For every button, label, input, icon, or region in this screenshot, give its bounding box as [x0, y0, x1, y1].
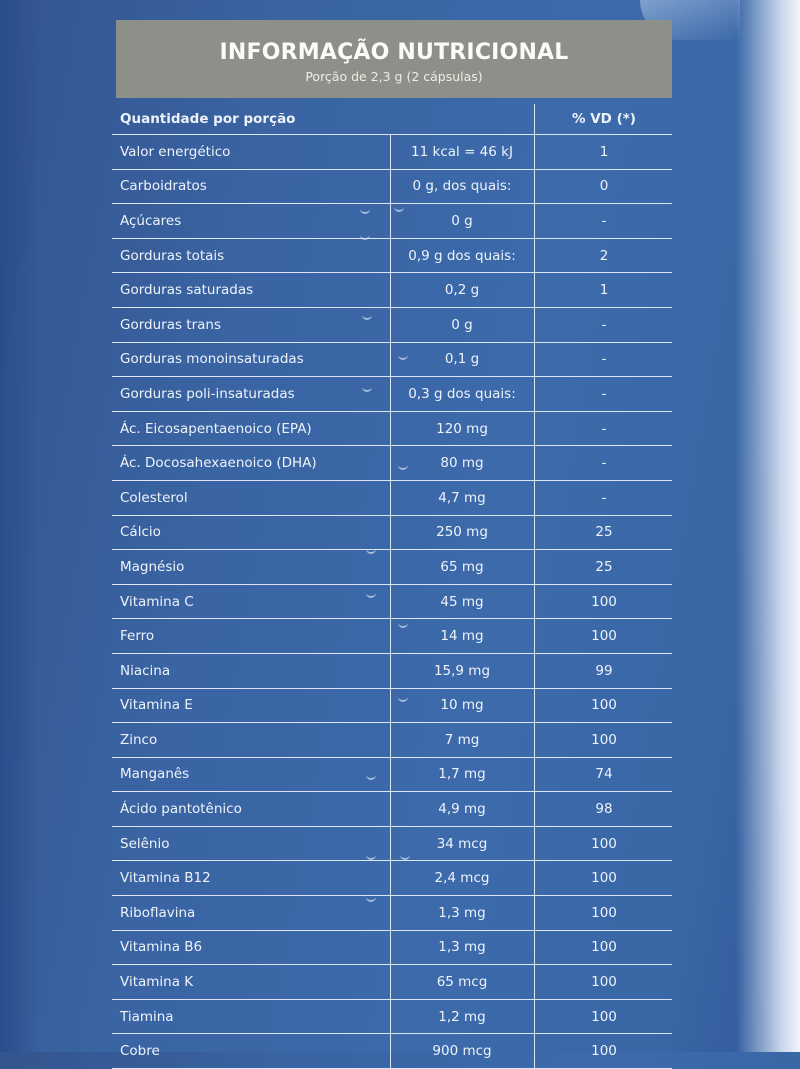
nutrient-amount: 0,1 g — [390, 343, 533, 377]
table-row — [112, 619, 672, 654]
nutrition-table — [112, 104, 672, 1069]
amount-column-header — [390, 104, 532, 134]
nutrient-amount: 0,2 g — [390, 273, 533, 307]
table-row — [112, 896, 672, 931]
nutrient-amount: 250 mg — [390, 516, 533, 550]
nutrient-name: Cobre — [120, 1043, 160, 1060]
nutrient-name: Ác. Docosahexaenoico (DHA) — [120, 455, 317, 472]
table-row — [112, 412, 672, 447]
table-row — [112, 204, 672, 239]
nutrition-header-band — [116, 20, 672, 98]
table-row — [112, 343, 672, 378]
table-row — [112, 792, 672, 827]
nutrient-name: Valor energético — [120, 143, 231, 160]
nutrient-amount: 45 mg — [390, 585, 533, 619]
nutrient-amount: 4,7 mg — [390, 481, 533, 515]
table-row — [112, 170, 672, 205]
nutrient-amount: 120 mg — [390, 412, 533, 446]
table-row — [112, 827, 672, 862]
nutrient-amount: 0 g — [390, 204, 533, 238]
nutrient-daily-value: 100 — [534, 827, 673, 861]
nutrient-daily-value: 100 — [534, 689, 673, 723]
table-row — [112, 135, 672, 170]
nutrient-daily-value: 25 — [534, 550, 673, 584]
nutrient-amount: 34 mcg — [390, 827, 533, 861]
nutrient-daily-value: 100 — [534, 1000, 673, 1034]
serving-size: Porção de 2,3 g (2 cápsulas) — [305, 69, 483, 84]
table-row — [112, 446, 672, 481]
nutrient-daily-value: - — [534, 377, 673, 411]
table-row — [112, 481, 672, 516]
nutrient-name: Gorduras monoinsaturadas — [120, 351, 304, 368]
nutrient-name: Ácido pantotênico — [120, 801, 242, 818]
nutrient-amount: 0,9 g dos quais: — [390, 239, 533, 273]
nutrient-daily-value: - — [534, 308, 673, 342]
nutrient-name: Magnésio — [120, 558, 185, 575]
nutrient-name: Ferro — [120, 628, 155, 645]
nutrient-daily-value: - — [534, 412, 673, 446]
nutrient-name: Manganês — [120, 766, 190, 783]
nutrient-amount: 1,2 mg — [390, 1000, 533, 1034]
table-row — [112, 689, 672, 724]
nutrient-daily-value: 74 — [534, 758, 673, 792]
nutrient-name: Carboidratos — [120, 178, 207, 195]
nutrient-name: Gorduras trans — [120, 316, 222, 333]
nutrient-name: Niacina — [120, 662, 171, 679]
nutrient-name: Tiamina — [120, 1008, 174, 1025]
nutrient-amount: 4,9 mg — [390, 792, 533, 826]
nutrient-name: Vitamina E — [120, 697, 193, 714]
nutrition-title: INFORMAÇÃO NUTRICIONAL — [219, 40, 569, 65]
nutrient-daily-value: - — [534, 446, 673, 480]
nutrient-amount: 10 mg — [390, 689, 533, 723]
table-header-row — [112, 104, 672, 135]
nutrient-amount: 7 mg — [390, 723, 533, 757]
nutrient-daily-value: 25 — [534, 516, 673, 550]
nutrient-name: Vitamina B6 — [120, 939, 203, 956]
nutrient-amount: 0 g — [390, 308, 533, 342]
package-right-edge — [736, 0, 800, 1052]
table-row — [112, 965, 672, 1000]
nutrient-amount: 65 mcg — [390, 965, 533, 999]
table-row — [112, 723, 672, 758]
nutrient-daily-value: 100 — [534, 896, 673, 930]
nutrient-amount: 15,9 mg — [390, 654, 533, 688]
table-row — [112, 585, 672, 620]
nutrient-daily-value: - — [534, 204, 673, 238]
nutrient-name: Ác. Eicosapentaenoico (EPA) — [120, 420, 312, 437]
nutrient-amount: 900 mcg — [390, 1034, 533, 1068]
nutrient-daily-value: - — [534, 481, 673, 515]
table-row — [112, 308, 672, 343]
nutrient-amount: 11 kcal = 46 kJ — [390, 135, 533, 169]
nutrient-daily-value: 99 — [534, 654, 673, 688]
table-row — [112, 273, 672, 308]
nutrient-daily-value: 100 — [534, 619, 673, 653]
nutrient-daily-value: 100 — [534, 965, 673, 999]
nutrient-name: Açúcares — [120, 212, 182, 229]
nutrient-name: Riboflavina — [120, 904, 196, 921]
nutrient-daily-value: 100 — [534, 585, 673, 619]
nutrient-daily-value: 100 — [534, 723, 673, 757]
nutrient-amount: 1,3 mg — [390, 931, 533, 965]
nutrient-name: Vitamina B12 — [120, 870, 211, 887]
nutrient-name: Cálcio — [120, 524, 161, 541]
nutrient-name: Gorduras totais — [120, 247, 225, 264]
nutrient-amount: 65 mg — [390, 550, 533, 584]
nutrient-name: Gorduras poli-insaturadas — [120, 385, 295, 402]
nutrient-daily-value: 2 — [534, 239, 673, 273]
nutrient-name: Colesterol — [120, 489, 188, 506]
table-row — [112, 550, 672, 585]
nutrient-daily-value: 100 — [534, 861, 673, 895]
nutrient-name: Vitamina K — [120, 974, 194, 991]
table-body — [112, 135, 672, 1069]
nutrient-daily-value: 0 — [534, 170, 673, 204]
nutrient-amount: 0 g, dos quais: — [390, 170, 533, 204]
quantity-column-header: Quantidade por porção — [120, 111, 296, 127]
nutrient-amount: 0,3 g dos quais: — [390, 377, 533, 411]
table-row — [112, 654, 672, 689]
package-left-shadow — [0, 0, 40, 1052]
table-row — [112, 516, 672, 551]
nutrient-daily-value: 100 — [534, 931, 673, 965]
table-row — [112, 861, 672, 896]
nutrient-daily-value: 1 — [534, 135, 673, 169]
table-row — [112, 239, 672, 274]
nutrient-amount: 1,7 mg — [390, 758, 533, 792]
table-row — [112, 1000, 672, 1035]
nutrient-amount: 14 mg — [390, 619, 533, 653]
table-row — [112, 377, 672, 412]
nutrient-amount: 2,4 mcg — [390, 861, 533, 895]
table-row — [112, 758, 672, 793]
nutrient-name: Gorduras saturadas — [120, 282, 254, 299]
nutrient-name: Vitamina C — [120, 593, 194, 610]
table-row — [112, 931, 672, 966]
dv-column-header: % VD (*) — [534, 104, 673, 134]
nutrient-daily-value: - — [534, 343, 673, 377]
nutrient-daily-value: 100 — [534, 1034, 673, 1068]
nutrient-amount: 1,3 mg — [390, 896, 533, 930]
nutrient-daily-value: 98 — [534, 792, 673, 826]
nutrient-daily-value: 1 — [534, 273, 673, 307]
nutrient-name: Selênio — [120, 835, 170, 852]
nutrient-name: Zinco — [120, 731, 158, 748]
nutrient-amount: 80 mg — [390, 446, 533, 480]
nutrition-facts-panel — [112, 0, 678, 1060]
